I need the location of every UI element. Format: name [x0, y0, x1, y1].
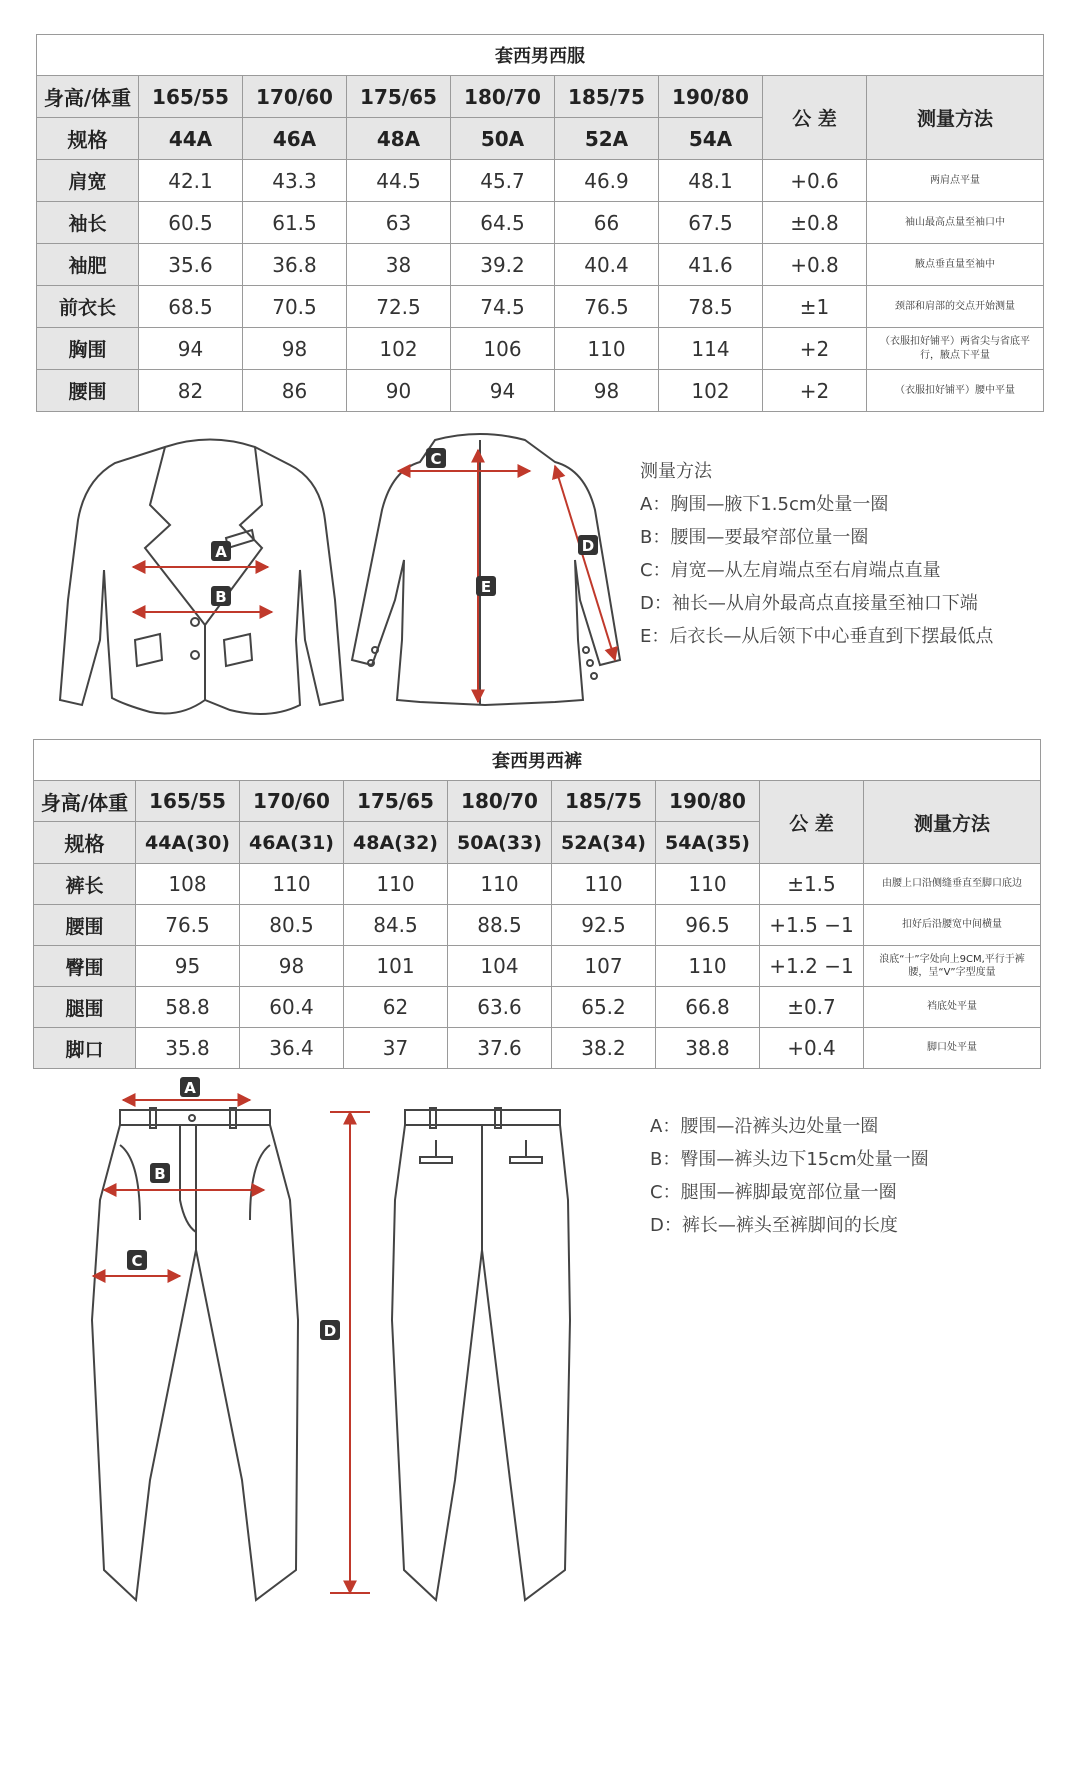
jacket-height-weight-label: 身高/体重 — [37, 76, 139, 118]
value-cell: 110 — [552, 864, 656, 905]
pants-back-drawing — [392, 1108, 570, 1600]
pants-marker-a — [180, 1077, 200, 1097]
tolerance-cell: +0.6 — [763, 160, 867, 202]
value-cell: 110 — [448, 864, 552, 905]
jacket-marker-a — [211, 541, 231, 561]
pants-method-header: 测量方法 — [864, 781, 1041, 864]
value-cell: 44.5 — [347, 160, 451, 202]
jacket-height-cell: 170/60 — [243, 76, 347, 118]
row-label: 腰围 — [37, 370, 139, 412]
value-cell: 114 — [659, 328, 763, 370]
value-cell: 88.5 — [448, 905, 552, 946]
value-cell: 110 — [656, 946, 760, 987]
tolerance-cell: +0.8 — [763, 244, 867, 286]
tolerance-cell: +2 — [763, 328, 867, 370]
jacket-method-header: 测量方法 — [867, 76, 1044, 160]
value-cell: 92.5 — [552, 905, 656, 946]
pants-size-cell: 46A(31) — [240, 822, 344, 864]
value-cell: 68.5 — [139, 286, 243, 328]
jacket-size-cell: 44A — [139, 118, 243, 160]
value-cell: 95 — [136, 946, 240, 987]
value-cell: 37.6 — [448, 1028, 552, 1069]
value-cell: 64.5 — [451, 202, 555, 244]
value-cell: 98 — [555, 370, 659, 412]
method-cell: 腋点垂直量至袖中 — [867, 244, 1044, 286]
value-cell: 110 — [344, 864, 448, 905]
pants-height-cell: 185/75 — [552, 781, 656, 822]
jacket-back-drawing — [352, 434, 620, 705]
legend-title: 测量方法 — [640, 461, 712, 482]
value-cell: 39.2 — [451, 244, 555, 286]
pants-measure-legend — [650, 1110, 929, 1242]
value-cell: 63 — [347, 202, 451, 244]
svg-text:D: D — [581, 537, 595, 555]
value-cell: 42.1 — [139, 160, 243, 202]
value-cell: 48.1 — [659, 160, 763, 202]
value-cell: 102 — [347, 328, 451, 370]
value-cell: 82 — [139, 370, 243, 412]
jacket-tolerance-header: 公 差 — [763, 76, 867, 160]
jacket-height-cell: 180/70 — [451, 76, 555, 118]
svg-text:C: C — [131, 1252, 143, 1270]
value-cell: 36.4 — [240, 1028, 344, 1069]
value-cell: 106 — [451, 328, 555, 370]
tolerance-cell: ±0.7 — [760, 987, 864, 1028]
value-cell: 65.2 — [552, 987, 656, 1028]
pants-size-label: 规格 — [34, 822, 136, 864]
legend-item: D：裤长—裤头至裤脚间的长度 — [650, 1215, 898, 1236]
pants-height-cell: 170/60 — [240, 781, 344, 822]
value-cell: 96.5 — [656, 905, 760, 946]
method-cell: 由腰上口沿侧缝垂直至脚口底边 — [864, 864, 1041, 905]
pants-marker-d — [320, 1320, 340, 1340]
jacket-marker-b — [211, 586, 231, 606]
pants-height-weight-label: 身高/体重 — [34, 781, 136, 822]
value-cell: 43.3 — [243, 160, 347, 202]
value-cell: 70.5 — [243, 286, 347, 328]
method-cell: （衣服扣好铺平）腰中平量 — [867, 370, 1044, 412]
value-cell: 74.5 — [451, 286, 555, 328]
value-cell: 67.5 — [659, 202, 763, 244]
value-cell: 110 — [240, 864, 344, 905]
row-label: 袖长 — [37, 202, 139, 244]
pants-height-cell: 180/70 — [448, 781, 552, 822]
row-label: 肩宽 — [37, 160, 139, 202]
value-cell: 110 — [555, 328, 659, 370]
jacket-height-cell: 165/55 — [139, 76, 243, 118]
row-label: 胸围 — [37, 328, 139, 370]
value-cell: 66 — [555, 202, 659, 244]
measure-line-d — [555, 466, 615, 660]
legend-item: E：后衣长—从后领下中心垂直到下摆最低点 — [640, 626, 994, 647]
value-cell: 98 — [240, 946, 344, 987]
pants-size-cell: 48A(32) — [344, 822, 448, 864]
tolerance-cell: +2 — [763, 370, 867, 412]
value-cell: 86 — [243, 370, 347, 412]
method-cell: 脚口处平量 — [864, 1028, 1041, 1069]
value-cell: 90 — [347, 370, 451, 412]
jacket-marker-c — [426, 448, 446, 468]
tolerance-cell: ±0.8 — [763, 202, 867, 244]
tolerance-cell: +1.5 −1 — [760, 905, 864, 946]
jacket-size-cell: 54A — [659, 118, 763, 160]
tolerance-cell: +0.4 — [760, 1028, 864, 1069]
legend-item: B：腰围—要最窄部位量一圈 — [640, 527, 869, 548]
value-cell: 38.8 — [656, 1028, 760, 1069]
jacket-marker-d — [578, 535, 598, 555]
value-cell: 84.5 — [344, 905, 448, 946]
value-cell: 66.8 — [656, 987, 760, 1028]
jacket-height-cell: 185/75 — [555, 76, 659, 118]
pants-height-cell: 165/55 — [136, 781, 240, 822]
legend-item: A：胸围—腋下1.5cm处量一圈 — [640, 494, 889, 515]
method-cell: 裆底处平量 — [864, 987, 1041, 1028]
pants-height-cell: 175/65 — [344, 781, 448, 822]
value-cell: 62 — [344, 987, 448, 1028]
value-cell: 38 — [347, 244, 451, 286]
legend-item: B：臀围—裤头边下15cm处量一圈 — [650, 1149, 929, 1170]
row-label: 脚口 — [34, 1028, 136, 1069]
jacket-size-label: 规格 — [37, 118, 139, 160]
method-cell: 袖山最高点量至袖口中 — [867, 202, 1044, 244]
row-label: 前衣长 — [37, 286, 139, 328]
value-cell: 63.6 — [448, 987, 552, 1028]
value-cell: 101 — [344, 946, 448, 987]
row-label: 腰围 — [34, 905, 136, 946]
value-cell: 94 — [451, 370, 555, 412]
value-cell: 78.5 — [659, 286, 763, 328]
row-label: 袖肥 — [37, 244, 139, 286]
svg-text:E: E — [480, 578, 492, 596]
row-label: 腿围 — [34, 987, 136, 1028]
jacket-size-cell: 52A — [555, 118, 659, 160]
method-cell: （衣服扣好铺平）两省尖与省底平行，腋点下平量 — [867, 328, 1044, 370]
value-cell: 107 — [552, 946, 656, 987]
jacket-size-cell: 50A — [451, 118, 555, 160]
value-cell: 61.5 — [243, 202, 347, 244]
pants-marker-b — [150, 1163, 170, 1183]
method-cell: 两肩点平量 — [867, 160, 1044, 202]
value-cell: 60.5 — [139, 202, 243, 244]
pants-marker-c — [127, 1250, 147, 1270]
legend-item: C：肩宽—从左肩端点至右肩端点直量 — [640, 560, 941, 581]
pants-size-cell: 44A(30) — [136, 822, 240, 864]
value-cell: 41.6 — [659, 244, 763, 286]
pants-size-cell: 54A(35) — [656, 822, 760, 864]
pants-height-cell: 190/80 — [656, 781, 760, 822]
value-cell: 37 — [344, 1028, 448, 1069]
method-cell: 浪底“十”字处向上9CM,平行于裤腰，呈“V”字型度量 — [864, 946, 1041, 987]
jacket-measure-legend — [640, 455, 993, 653]
pants-tolerance-header: 公 差 — [760, 781, 864, 864]
value-cell: 98 — [243, 328, 347, 370]
value-cell: 102 — [659, 370, 763, 412]
row-label: 臀围 — [34, 946, 136, 987]
pants-measure-lines — [93, 1100, 370, 1593]
jacket-height-cell: 190/80 — [659, 76, 763, 118]
tolerance-cell: +1.2 −1 — [760, 946, 864, 987]
value-cell: 58.8 — [136, 987, 240, 1028]
tolerance-cell: ±1.5 — [760, 864, 864, 905]
value-cell: 108 — [136, 864, 240, 905]
svg-text:C: C — [430, 450, 442, 468]
jacket-size-cell: 46A — [243, 118, 347, 160]
pants-size-cell: 52A(34) — [552, 822, 656, 864]
legend-item: D：袖长—从肩外最高点直接量至袖口下端 — [640, 593, 978, 614]
value-cell: 35.6 — [139, 244, 243, 286]
value-cell: 40.4 — [555, 244, 659, 286]
tolerance-cell: ±1 — [763, 286, 867, 328]
row-label: 裤长 — [34, 864, 136, 905]
value-cell: 76.5 — [555, 286, 659, 328]
value-cell: 104 — [448, 946, 552, 987]
value-cell: 110 — [656, 864, 760, 905]
value-cell: 76.5 — [136, 905, 240, 946]
jacket-front-drawing — [60, 440, 343, 715]
svg-text:D: D — [323, 1322, 337, 1340]
value-cell: 94 — [139, 328, 243, 370]
value-cell: 38.2 — [552, 1028, 656, 1069]
value-cell: 46.9 — [555, 160, 659, 202]
jacket-marker-e — [476, 576, 496, 596]
pants-table-title: 套西男西裤 — [34, 740, 1041, 781]
value-cell: 60.4 — [240, 987, 344, 1028]
svg-text:A: A — [184, 1079, 196, 1097]
pants-front-drawing — [92, 1108, 298, 1600]
pants-size-cell: 50A(33) — [448, 822, 552, 864]
jacket-size-cell: 48A — [347, 118, 451, 160]
jacket-height-cell: 175/65 — [347, 76, 451, 118]
value-cell: 45.7 — [451, 160, 555, 202]
jacket-table-title: 套西男西服 — [37, 35, 1044, 76]
method-cell: 颈部和肩部的交点开始测量 — [867, 286, 1044, 328]
svg-text:A: A — [215, 543, 227, 561]
value-cell: 72.5 — [347, 286, 451, 328]
method-cell: 扣好后沿腰宽中间横量 — [864, 905, 1041, 946]
value-cell: 35.8 — [136, 1028, 240, 1069]
svg-text:B: B — [215, 588, 227, 606]
value-cell: 36.8 — [243, 244, 347, 286]
svg-text:B: B — [154, 1165, 166, 1183]
legend-item: C：腿围—裤脚最宽部位量一圈 — [650, 1182, 897, 1203]
legend-item: A：腰围—沿裤头边处量一圈 — [650, 1116, 879, 1137]
value-cell: 80.5 — [240, 905, 344, 946]
